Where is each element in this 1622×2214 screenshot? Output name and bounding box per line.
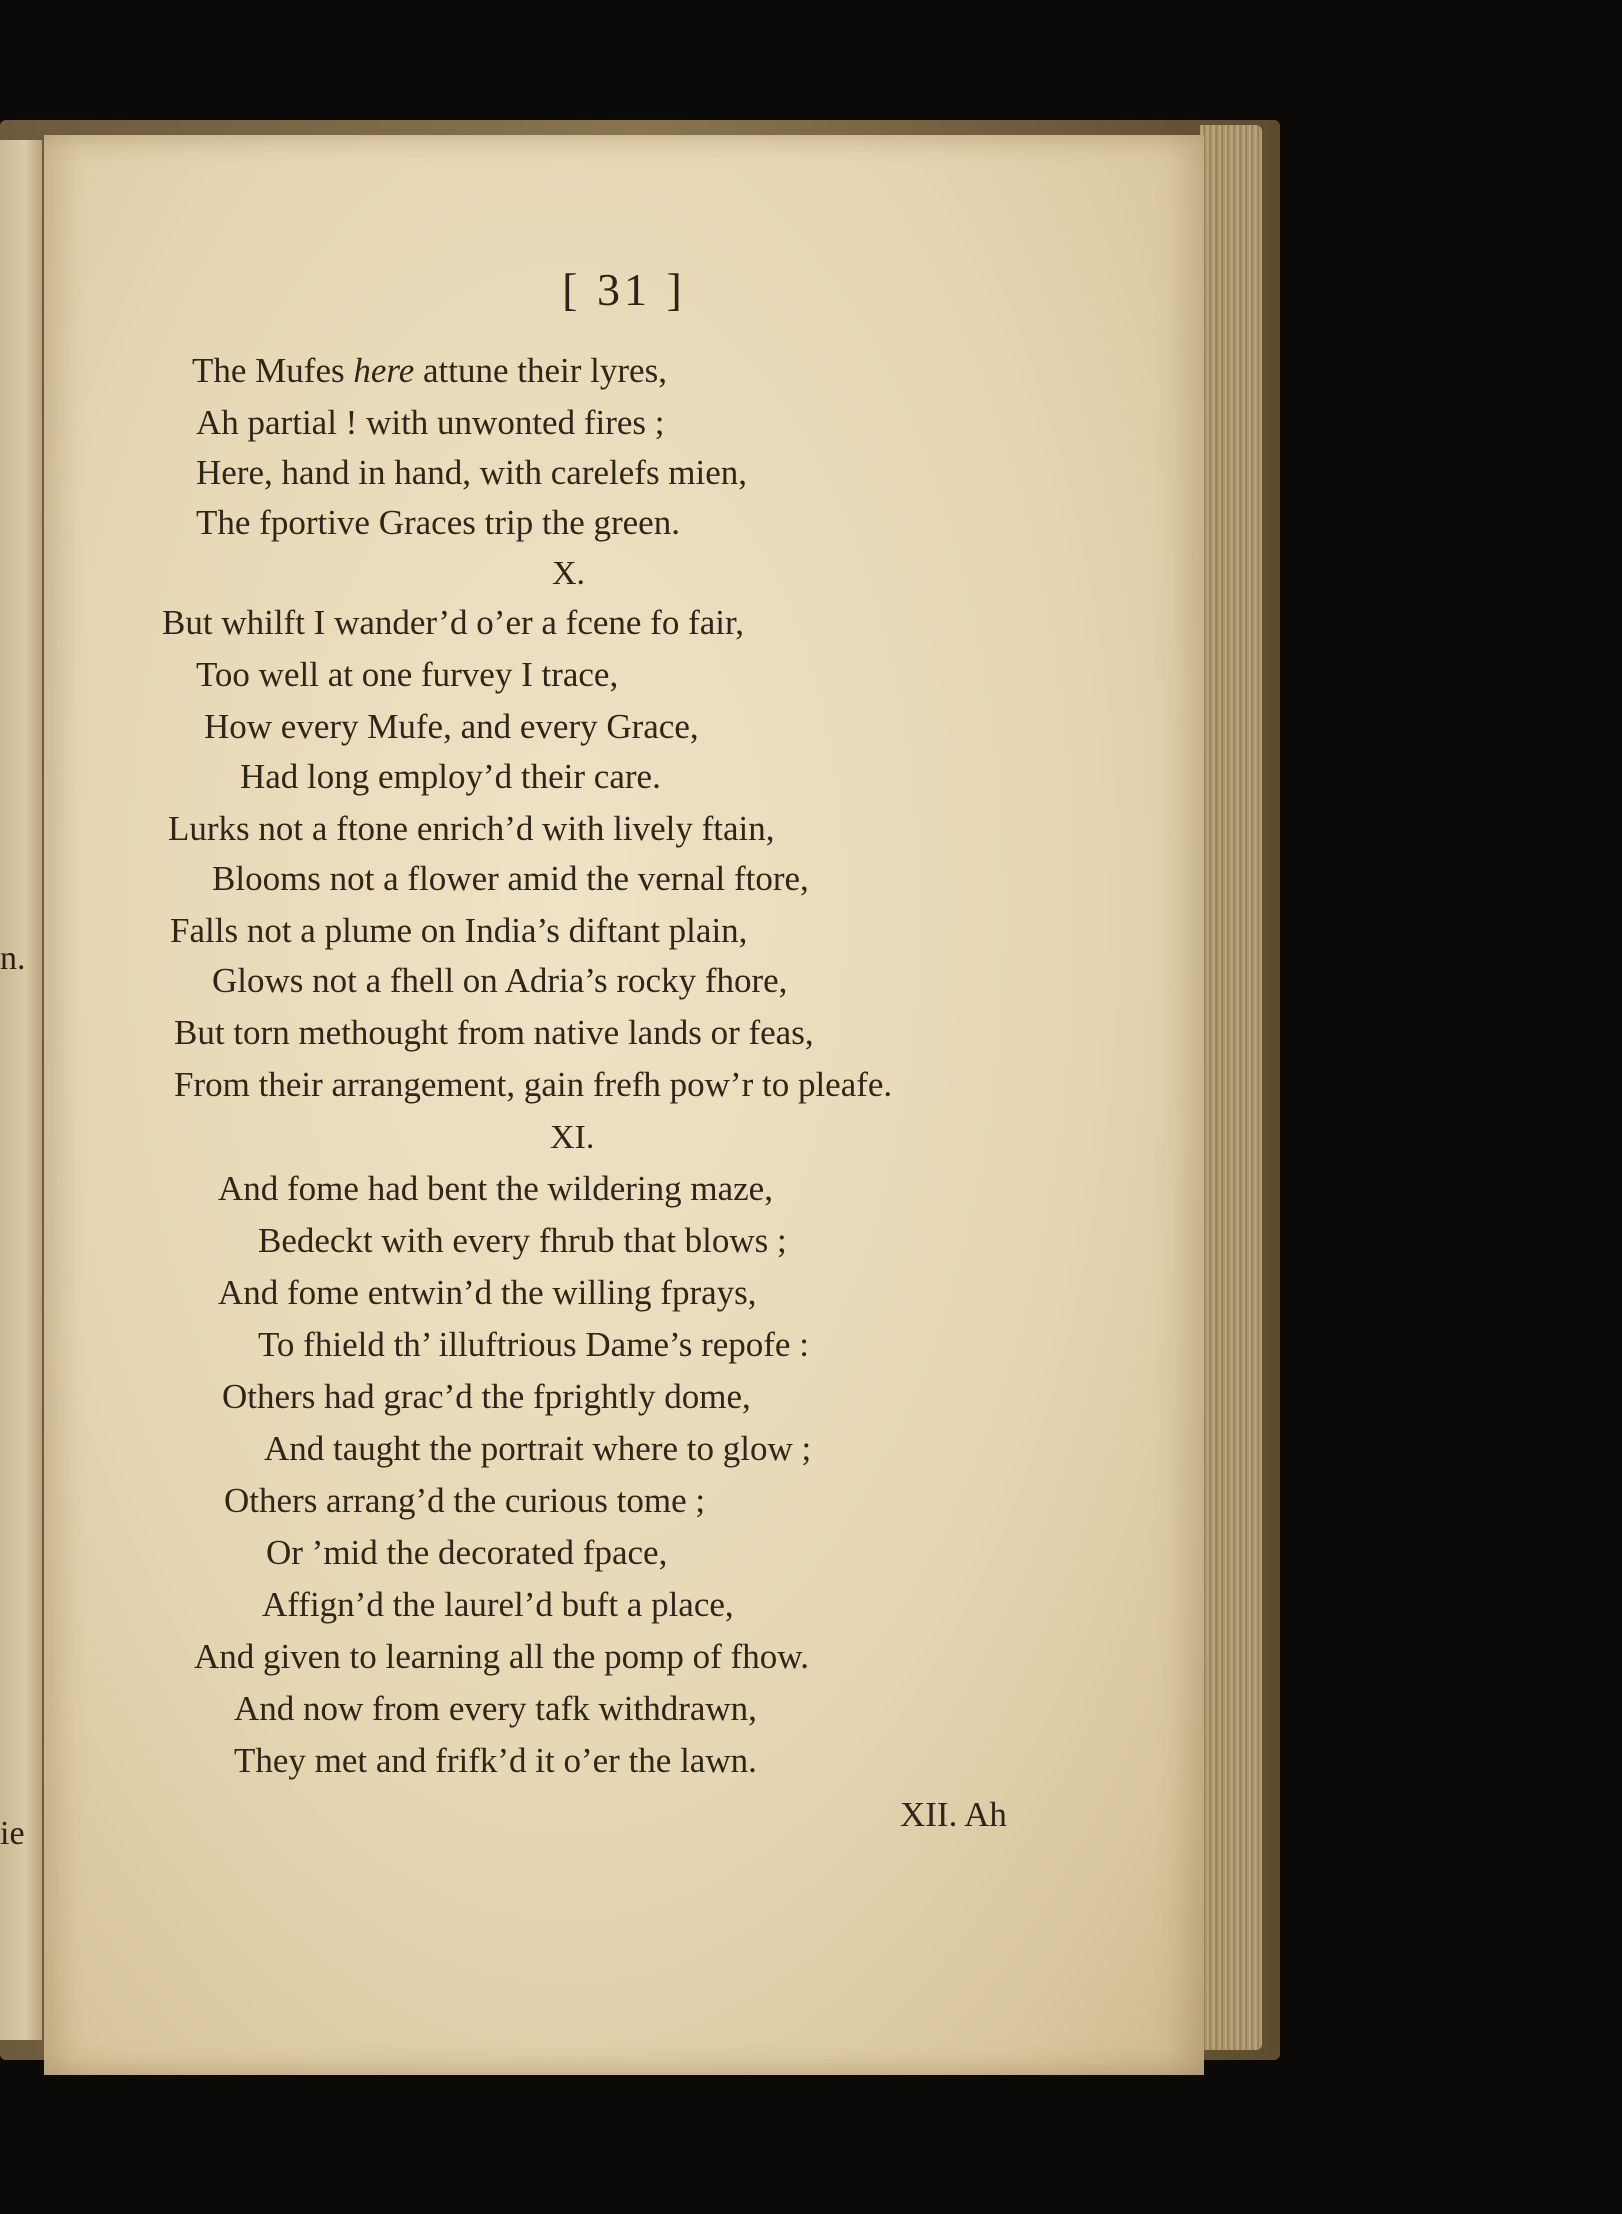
poem-line: How every Mufe, and every Grace, <box>204 707 699 746</box>
poem-line: And taught the portrait where to glow ; <box>264 1429 812 1468</box>
facing-page-edge <box>0 140 42 2040</box>
poem-line: They met and frifk’d it o’er the lawn. <box>234 1741 757 1780</box>
poem-line: Others arrang’d the curious tome ; <box>224 1481 706 1520</box>
facing-page-fragment: ie <box>0 1815 25 1852</box>
facing-page-fragment: n. <box>0 940 26 977</box>
poem-line: Or ’mid the decorated fpace, <box>266 1533 668 1572</box>
poem-line: Others had grac’d the fprightly dome, <box>222 1377 751 1416</box>
poem-line: Blooms not a flower amid the vernal ftore, <box>212 859 809 898</box>
poem-line: Lurks not a ftone enrich’d with lively ftain, <box>168 809 775 848</box>
book-page <box>44 135 1204 2075</box>
poem-line: To fhield th’ illuftrious Dame’s repofe : <box>258 1325 809 1364</box>
poem-line: And now from every tafk withdrawn, <box>234 1689 757 1728</box>
stanza-number: X. <box>552 555 586 592</box>
poem-line: And fome had bent the wildering maze, <box>218 1169 773 1208</box>
poem-line: But whilft I wander’d o’er a fcene fo fair, <box>162 603 744 642</box>
poem-line: From their arrangement, gain frefh pow’r to pleafe. <box>174 1065 893 1104</box>
poem-line: Affign’d the laurel’d buft a place, <box>262 1585 734 1624</box>
poem-line: Ah partial ! with unwonted fires ; <box>196 403 665 442</box>
poem-line: The Mufes here attune their lyres, <box>192 351 667 390</box>
poem-line: Here, hand in hand, with carelefs mien, <box>196 453 748 492</box>
poem-line: And fome entwin’d the willing fprays, <box>218 1273 757 1312</box>
poem-line: Had long employ’d their care. <box>240 757 661 796</box>
stanza-number: XI. <box>550 1119 595 1156</box>
poem-line: The fportive Graces trip the green. <box>196 503 680 542</box>
page-number: [ 31 ] <box>562 264 686 315</box>
poem-line: Falls not a plume on India’s diftant plain, <box>170 911 748 950</box>
poem-line: Glows not a fhell on Adria’s rocky fhore, <box>212 961 788 1000</box>
poem-line: Bedeckt with every fhrub that blows ; <box>258 1221 787 1260</box>
poem-line: But torn methought from native lands or feas, <box>174 1013 814 1052</box>
poem-line: And given to learning all the pomp of fhow. <box>194 1637 809 1676</box>
poem-line: Too well at one furvey I trace, <box>196 655 619 694</box>
catchword: XII. Ah <box>900 1795 1007 1834</box>
page-fore-edge <box>1200 125 1262 2050</box>
italic-word: here <box>353 351 415 390</box>
